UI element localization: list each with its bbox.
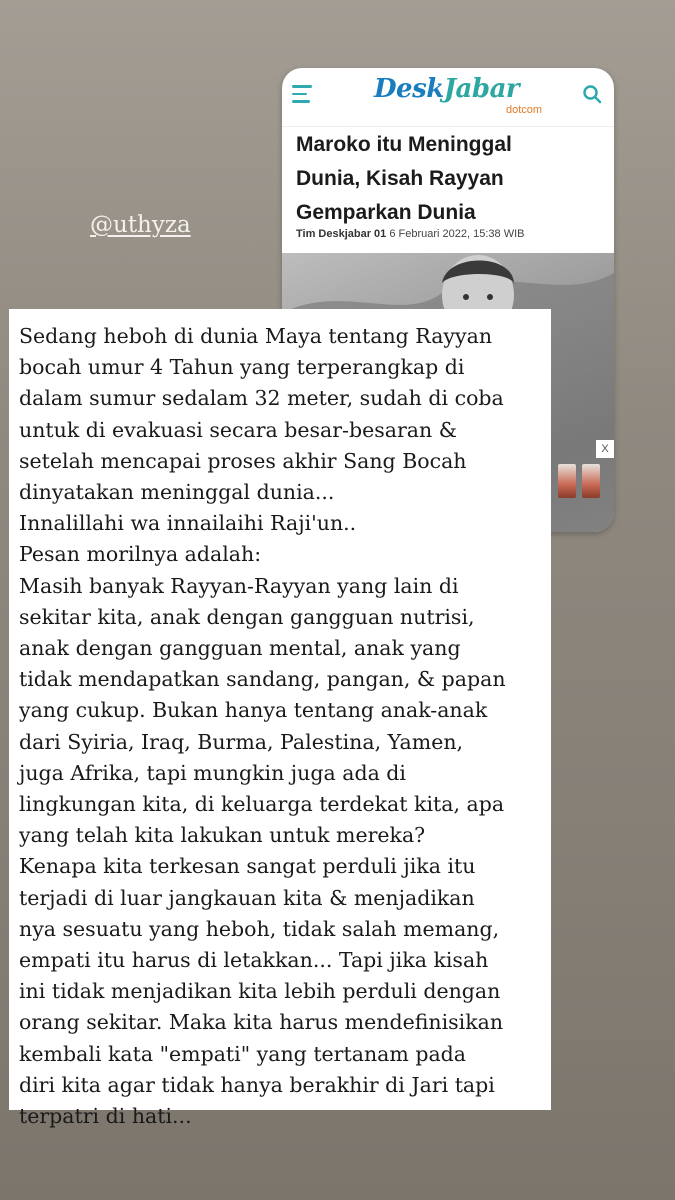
caption-line: empati itu harus di letakkan... Tapi jika kisah — [19, 948, 489, 973]
caption-line: Innalillahi wa innailaihi Raji'un.. — [19, 511, 357, 536]
caption-line: untuk di evakuasi secara besar-besaran & — [19, 417, 457, 442]
article-date: 6 Februari 2022, 15:38 WIB — [389, 228, 525, 240]
site-logo-suffix: dotcom — [506, 104, 543, 116]
caption-line: Kenapa kita terkesan sangat perduli jika itu — [19, 854, 476, 879]
caption-line: lingkungan kita, di keluarga terdekat kita, apa — [19, 792, 505, 817]
caption-text-box — [9, 309, 551, 1129]
caption-line: bocah umur 4 Tahun yang terperangkap di — [19, 355, 465, 380]
caption-line: anak dengan gangguan mental, anak yang — [19, 636, 461, 661]
caption-line: ini tidak menjadikan kita lebih perduli dengan — [19, 979, 501, 1004]
ad-close-button[interactable]: X — [596, 440, 614, 458]
caption-line: terpatri di hati... — [19, 1104, 192, 1129]
hamburger-menu-icon[interactable] — [292, 85, 312, 103]
caption-line: setelah mencapai proses akhir Sang Bocah — [19, 448, 467, 473]
caption-line: orang sekitar. Maka kita harus mendefinisikan — [19, 1010, 504, 1035]
caption-line: yang cukup. Bukan hanya tentang anak-anak — [19, 698, 488, 723]
caption-line: juga Afrika, tapi mungkin juga ada di — [19, 760, 406, 785]
caption-line: Masih banyak Rayyan-Rayyan yang lain di — [19, 573, 459, 598]
caption-line: kembali kata "empati" yang tertanam pada — [19, 1041, 467, 1066]
caption-line: nya sesuatu yang heboh, tidak salah memang, — [19, 916, 500, 941]
username-mention[interactable]: @uthyza — [90, 212, 191, 238]
caption-line: tidak mendapatkan sandang, pangan, & papan — [19, 667, 506, 692]
caption-line: Sedang heboh di dunia Maya tentang Rayyan — [19, 324, 493, 348]
ad-thumbnails[interactable] — [552, 464, 612, 502]
caption-line: diri kita agar tidak hanya berakhir di Jari tapi — [19, 1072, 495, 1097]
caption-line: dinyatakan meninggal dunia... — [19, 480, 335, 505]
caption-line: Pesan morilnya adalah: — [19, 542, 262, 567]
article-author: Tim Deskjabar 01 — [296, 228, 387, 240]
article-headline: Maroko itu Meninggal Dunia, Kisah Rayyan Gemparkan Dunia — [296, 133, 512, 224]
site-logo: DeskJabar — [374, 74, 520, 104]
search-icon[interactable] — [582, 84, 602, 104]
caption-line: dari Syiria, Iraq, Burma, Palestina, Yamen, — [19, 729, 464, 754]
caption-line: terjadi di luar jangkauan kita & menjadikan — [19, 885, 475, 910]
caption-line: yang telah kita lakukan untuk mereka? — [19, 823, 426, 848]
article-byline — [296, 228, 606, 240]
caption-line: sekitar kita, anak dengan gangguan nutrisi, — [19, 604, 475, 629]
caption-line: dalam sumur sedalam 32 meter, sudah di coba — [19, 386, 504, 411]
site-header — [282, 68, 614, 127]
